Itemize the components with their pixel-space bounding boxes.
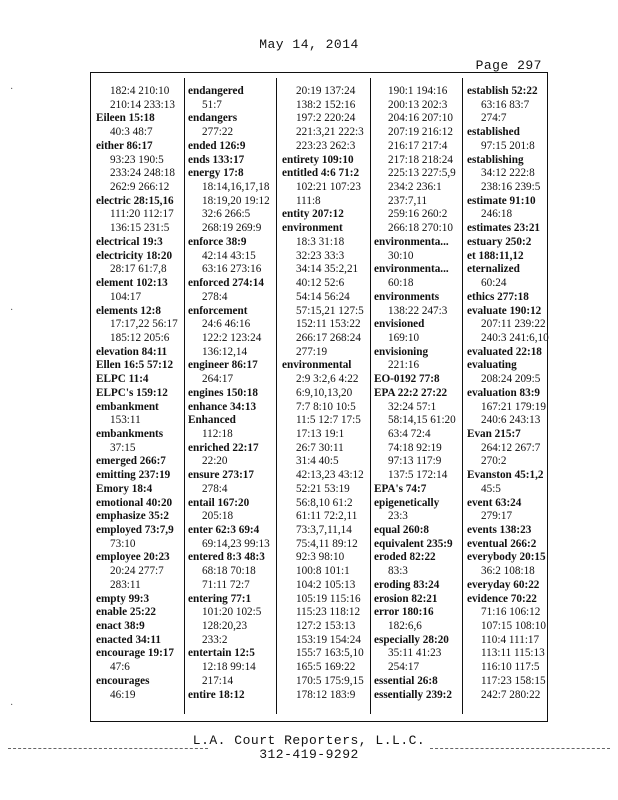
index-term: either 86:17 [96, 139, 153, 152]
index-term: evaluating [467, 359, 517, 372]
index-reference: 283:11 [110, 578, 141, 591]
index-term: energy 17:8 [188, 167, 244, 180]
index-term: evidence 70:22 [467, 592, 537, 605]
index-term: eroded 82:22 [374, 551, 436, 564]
index-reference: 56:8,10 61:2 [296, 496, 353, 509]
index-term: enriched 22:17 [188, 441, 259, 454]
index-reference: 113:11 115:13 [481, 647, 545, 660]
index-reference: 63:16 273:16 [202, 263, 262, 276]
index-reference: 208:24 209:5 [481, 373, 541, 386]
index-reference: 18:19,20 19:12 [202, 194, 270, 207]
index-reference: 153:11 [110, 414, 141, 427]
index-reference: 6:9,10,13,20 [296, 386, 353, 399]
index-reference: 2:9 3:2,6 4:22 [296, 373, 359, 386]
index-reference: 210:14 233:13 [110, 98, 175, 111]
index-term: entail 167:20 [188, 496, 250, 509]
index-term: embankments [96, 427, 164, 440]
index-term: Ellen 16:5 57:12 [96, 359, 174, 372]
index-term: enact 38:9 [96, 620, 145, 633]
index-term: evaluate 190:12 [467, 304, 542, 317]
index-reference: 102:21 107:23 [296, 181, 361, 194]
index-reference: 31:4 40:5 [296, 455, 339, 468]
index-reference: 266:17 268:24 [296, 331, 361, 344]
index-term: establish 52:22 [467, 85, 538, 97]
index-reference: 254:17 [388, 661, 420, 674]
index-reference: 246:18 [481, 208, 513, 221]
index-reference: 274:7 [481, 112, 507, 125]
index-reference: 35:11 41:23 [388, 647, 442, 660]
index-term: EPA 22:2 27:22 [374, 386, 448, 399]
index-term: engines 150:18 [188, 386, 258, 399]
index-reference: 233:24 248:18 [110, 167, 175, 180]
index-reference: 115:23 118:12 [296, 606, 361, 619]
index-term: everybody 20:15 [467, 551, 546, 564]
index-reference: 216:17 217:4 [388, 139, 448, 152]
index-term: employee 20:23 [96, 551, 170, 564]
index-term: ensure 273:17 [188, 469, 254, 482]
index-reference: 237:7,11 [388, 194, 428, 207]
index-term: endangered [188, 85, 244, 97]
index-term: environmenta... [374, 235, 449, 248]
index-reference: 233:2 [202, 633, 228, 646]
index-reference: 34:14 35:2,21 [296, 263, 359, 276]
index-term: et 188:11,12 [467, 249, 524, 262]
index-reference: 225:13 227:5,9 [388, 167, 456, 180]
index-reference: 63:4 72:4 [388, 427, 431, 440]
page-number: Page 297 [475, 58, 542, 73]
index-reference: 71:11 72:7 [202, 578, 250, 591]
index-reference: 278:4 [202, 290, 228, 303]
index-term: environments [374, 290, 440, 303]
index-column-2 [188, 85, 279, 702]
index-term: essentially 239:2 [374, 688, 452, 701]
index-reference: 23:3 [388, 510, 408, 523]
index-term: essential 26:8 [374, 674, 438, 687]
index-column-4 [374, 85, 465, 702]
index-reference: 207:11 239:22 [481, 318, 546, 331]
index-column-5 [467, 85, 558, 702]
index-reference: 73:3,7,11,14 [296, 524, 352, 536]
index-term: enhance 34:13 [188, 400, 257, 413]
index-term: ELPC's 159:12 [96, 386, 168, 399]
index-reference: 32:24 57:1 [388, 400, 437, 413]
index-reference: 92:3 98:10 [296, 551, 345, 564]
index-reference: 268:19 269:9 [202, 222, 262, 235]
index-reference: 112:18 [202, 427, 233, 440]
index-reference: 18:14,16,17,18 [202, 181, 270, 194]
index-reference: 11:5 12:7 17:5 [296, 414, 361, 427]
index-column-1 [96, 85, 187, 702]
index-reference: 190:1 194:16 [388, 85, 448, 97]
index-reference: 20:19 137:24 [296, 85, 356, 97]
index-term: event 63:24 [467, 496, 522, 509]
index-term: elements 12:8 [96, 304, 161, 317]
index-term: entered 8:3 48:3 [188, 551, 265, 564]
index-term: estimate 91:10 [467, 194, 536, 207]
index-reference: 178:12 183:9 [296, 688, 356, 701]
index-reference: 128:20,23 [202, 620, 248, 633]
index-reference: 111:20 112:17 [110, 208, 174, 221]
index-reference: 60:18 [388, 277, 414, 290]
deposition-date: May 14, 2014 [259, 37, 359, 52]
index-term: environmenta... [374, 263, 449, 276]
index-term: enforced 274:14 [188, 277, 264, 290]
index-term: eternalized [467, 263, 520, 276]
index-term: environment [282, 222, 343, 235]
index-reference: 264:12 267:7 [481, 441, 541, 454]
index-reference: 75:4,11 89:12 [296, 537, 358, 550]
index-reference: 58:14,15 61:20 [388, 414, 456, 427]
index-reference: 40:3 48:7 [110, 126, 153, 139]
index-reference: 259:16 260:2 [388, 208, 448, 221]
index-reference: 18:3 31:18 [296, 235, 345, 248]
index-reference: 169:10 [388, 331, 420, 344]
index-reference: 100:8 101:1 [296, 565, 350, 578]
index-term: entitled 4:6 71:2 [282, 167, 360, 180]
index-reference: 28:17 61:7,8 [110, 263, 167, 276]
index-term: ends 133:17 [188, 153, 245, 166]
index-reference: 73:10 [110, 537, 136, 550]
index-term: ethics 277:18 [467, 290, 529, 303]
index-reference: 7:7 8:10 10:5 [296, 400, 356, 413]
index-term: environmental [282, 359, 352, 372]
index-reference: 63:16 83:7 [481, 98, 530, 111]
index-term: enable 25:22 [96, 606, 156, 619]
index-reference: 240:3 241:6,10 [481, 331, 549, 344]
index-reference: 165:5 169:22 [296, 661, 356, 674]
index-term: estimates 23:21 [467, 222, 541, 235]
index-reference: 137:5 172:14 [388, 469, 448, 482]
index-reference: 152:11 153:22 [296, 318, 361, 331]
index-reference: 155:7 163:5,10 [296, 647, 364, 660]
index-reference: 266:18 270:10 [388, 222, 453, 235]
index-term: events 138:23 [467, 524, 532, 536]
index-term: especially 28:20 [374, 633, 449, 646]
index-reference: 279:17 [481, 510, 513, 523]
index-term: electrical 19:3 [96, 235, 163, 248]
index-term: equal 260:8 [374, 524, 430, 536]
index-reference: 185:12 205:6 [110, 331, 170, 344]
index-term: Emory 18:4 [96, 482, 153, 495]
index-term: empty 99:3 [96, 592, 150, 605]
index-column-3 [282, 85, 373, 702]
index-reference: 83:3 [388, 565, 408, 578]
index-reference: 182:4 210:10 [110, 85, 170, 97]
index-term: everyday 60:22 [467, 578, 540, 591]
index-term: embankment [96, 400, 159, 413]
index-term: entering 77:1 [188, 592, 252, 605]
index-term: encourage 19:17 [96, 647, 174, 660]
index-term: emerged 266:7 [96, 455, 166, 468]
index-reference: 217:18 218:24 [388, 153, 453, 166]
index-reference: 270:2 [481, 455, 507, 468]
index-reference: 46:19 [110, 688, 136, 701]
index-term: EO-0192 77:8 [374, 373, 440, 386]
index-reference: 262:9 266:12 [110, 181, 170, 194]
index-reference: 205:18 [202, 510, 234, 523]
index-term: Enhanced [188, 414, 236, 427]
index-term: enter 62:3 69:4 [188, 524, 260, 536]
index-term: established [467, 126, 520, 139]
index-reference: 60:24 [481, 277, 507, 290]
index-reference: 117:23 158:15 [481, 674, 546, 687]
index-term: establishing [467, 153, 524, 166]
index-reference: 277:22 [202, 126, 234, 139]
index-reference: 170:5 175:9,15 [296, 674, 364, 687]
index-reference: 32:6 266:5 [202, 208, 251, 221]
index-term: epigenetically [374, 496, 440, 509]
index-reference: 105:19 115:16 [296, 592, 361, 605]
index-reference: 26:7 30:11 [296, 441, 344, 454]
index-reference: 242:7 280:22 [481, 688, 541, 701]
index-reference: 34:12 222:8 [481, 167, 535, 180]
index-reference: 234:2 236:1 [388, 181, 442, 194]
index-reference: 107:15 108:10 [481, 620, 546, 633]
index-term: emotional 40:20 [96, 496, 173, 509]
index-term: entire 18:12 [188, 688, 245, 701]
index-term: Evanston 45:1,2 [467, 469, 544, 482]
index-term: emphasize 35:2 [96, 510, 170, 523]
index-term: entity 207:12 [282, 208, 344, 221]
index-term: employed 73:7,9 [96, 524, 174, 536]
index-term: encourages [96, 674, 150, 687]
index-term: engineer 86:17 [188, 359, 258, 372]
index-reference: 61:11 72:2,11 [296, 510, 358, 523]
index-reference: 136:12,14 [202, 345, 248, 358]
index-reference: 93:23 190:5 [110, 153, 164, 166]
index-reference: 110:4 111:17 [481, 633, 540, 646]
index-reference: 17:13 19:1 [296, 427, 345, 440]
index-reference: 20:24 277:7 [110, 565, 164, 578]
index-term: entertain 12:5 [188, 647, 255, 660]
index-reference: 182:6,6 [388, 620, 422, 633]
index-reference: 221:16 [388, 359, 420, 372]
index-reference: 240:6 243:13 [481, 414, 541, 427]
index-reference: 221:3,21 222:3 [296, 126, 364, 139]
index-reference: 136:15 231:5 [110, 222, 170, 235]
scan-mark: · [10, 700, 14, 711]
index-term: enforcement [188, 304, 248, 317]
index-reference: 111:8 [296, 194, 321, 207]
index-reference: 68:18 70:18 [202, 565, 256, 578]
index-term: emitting 237:19 [96, 469, 171, 482]
index-term: evaluated 22:18 [467, 345, 542, 358]
index-reference: 167:21 179:19 [481, 400, 546, 413]
index-reference: 69:14,23 99:13 [202, 537, 270, 550]
index-term: eventual 266:2 [467, 537, 537, 550]
index-reference: 138:2 152:16 [296, 98, 356, 111]
scan-mark: · [10, 84, 14, 95]
index-reference: 204:16 207:10 [388, 112, 453, 125]
index-reference: 116:10 117:5 [481, 661, 540, 674]
index-term: element 102:13 [96, 277, 168, 290]
index-term: enacted 34:11 [96, 633, 161, 646]
index-reference: 278:4 [202, 482, 228, 495]
index-reference: 97:13 117:9 [388, 455, 442, 468]
index-term: envisioning [374, 345, 429, 358]
index-reference: 57:15,21 127:5 [296, 304, 364, 317]
index-term: erosion 82:21 [374, 592, 438, 605]
index-term: ELPC 11:4 [96, 373, 149, 386]
index-term: error 180:16 [374, 606, 434, 619]
index-reference: 217:14 [202, 674, 234, 687]
index-reference: 71:16 106:12 [481, 606, 541, 619]
index-term: envisioned [374, 318, 425, 331]
index-term: estuary 250:2 [467, 235, 532, 248]
index-term: electricity 18:20 [96, 249, 173, 262]
index-reference: 223:23 262:3 [296, 139, 356, 152]
index-reference: 104:2 105:13 [296, 578, 356, 591]
index-reference: 42:14 43:15 [202, 249, 256, 262]
index-term: elevation 84:11 [96, 345, 168, 358]
index-term: Evan 215:7 [467, 427, 521, 440]
index-reference: 138:22 247:3 [388, 304, 448, 317]
index-term: evaluation 83:9 [467, 386, 541, 399]
index-reference: 54:14 56:24 [296, 290, 350, 303]
index-reference: 22:20 [202, 455, 228, 468]
index-term: electric 28:15,16 [96, 194, 174, 207]
index-term: ended 126:9 [188, 139, 246, 152]
index-reference: 97:15 201:8 [481, 139, 535, 152]
index-reference: 17:17,22 56:17 [110, 318, 178, 331]
index-reference: 122:2 123:24 [202, 331, 262, 344]
index-term: endangers [188, 112, 238, 125]
index-reference: 197:2 220:24 [296, 112, 356, 125]
index-reference: 30:10 [388, 249, 414, 262]
index-reference: 127:2 153:13 [296, 620, 356, 633]
index-reference: 36:2 108:18 [481, 565, 535, 578]
index-reference: 264:17 [202, 373, 234, 386]
index-reference: 51:7 [202, 98, 222, 111]
index-reference: 52:21 53:19 [296, 482, 350, 495]
index-reference: 238:16 239:5 [481, 181, 541, 194]
index-reference: 24:6 46:16 [202, 318, 251, 331]
index-reference: 74:18 92:19 [388, 441, 442, 454]
index-term: EPA's 74:7 [374, 482, 427, 495]
index-reference: 104:17 [110, 290, 142, 303]
reporter-name: L.A. Court Reporters, L.L.C. [192, 733, 426, 748]
index-reference: 12:18 99:14 [202, 661, 256, 674]
index-term: eroding 83:24 [374, 578, 440, 591]
index-reference: 40:12 52:6 [296, 277, 345, 290]
index-reference: 47:6 [110, 661, 130, 674]
index-reference: 153:19 154:24 [296, 633, 361, 646]
index-term: enforce 38:9 [188, 235, 247, 248]
index-term: entirety 109:10 [282, 153, 354, 166]
index-reference: 37:15 [110, 441, 136, 454]
index-reference: 45:5 [481, 482, 501, 495]
index-reference: 277:19 [296, 345, 328, 358]
index-reference: 101:20 102:5 [202, 606, 262, 619]
reporter-phone: 312-419-9292 [259, 747, 359, 762]
scan-mark: · [10, 305, 14, 316]
index-reference: 207:19 216:12 [388, 126, 453, 139]
index-reference: 32:23 33:3 [296, 249, 345, 262]
index-term: equivalent 235:9 [374, 537, 453, 550]
index-reference: 42:13,23 43:12 [296, 469, 364, 482]
index-reference: 200:13 202:3 [388, 98, 448, 111]
index-term: Eileen 15:18 [96, 112, 155, 125]
